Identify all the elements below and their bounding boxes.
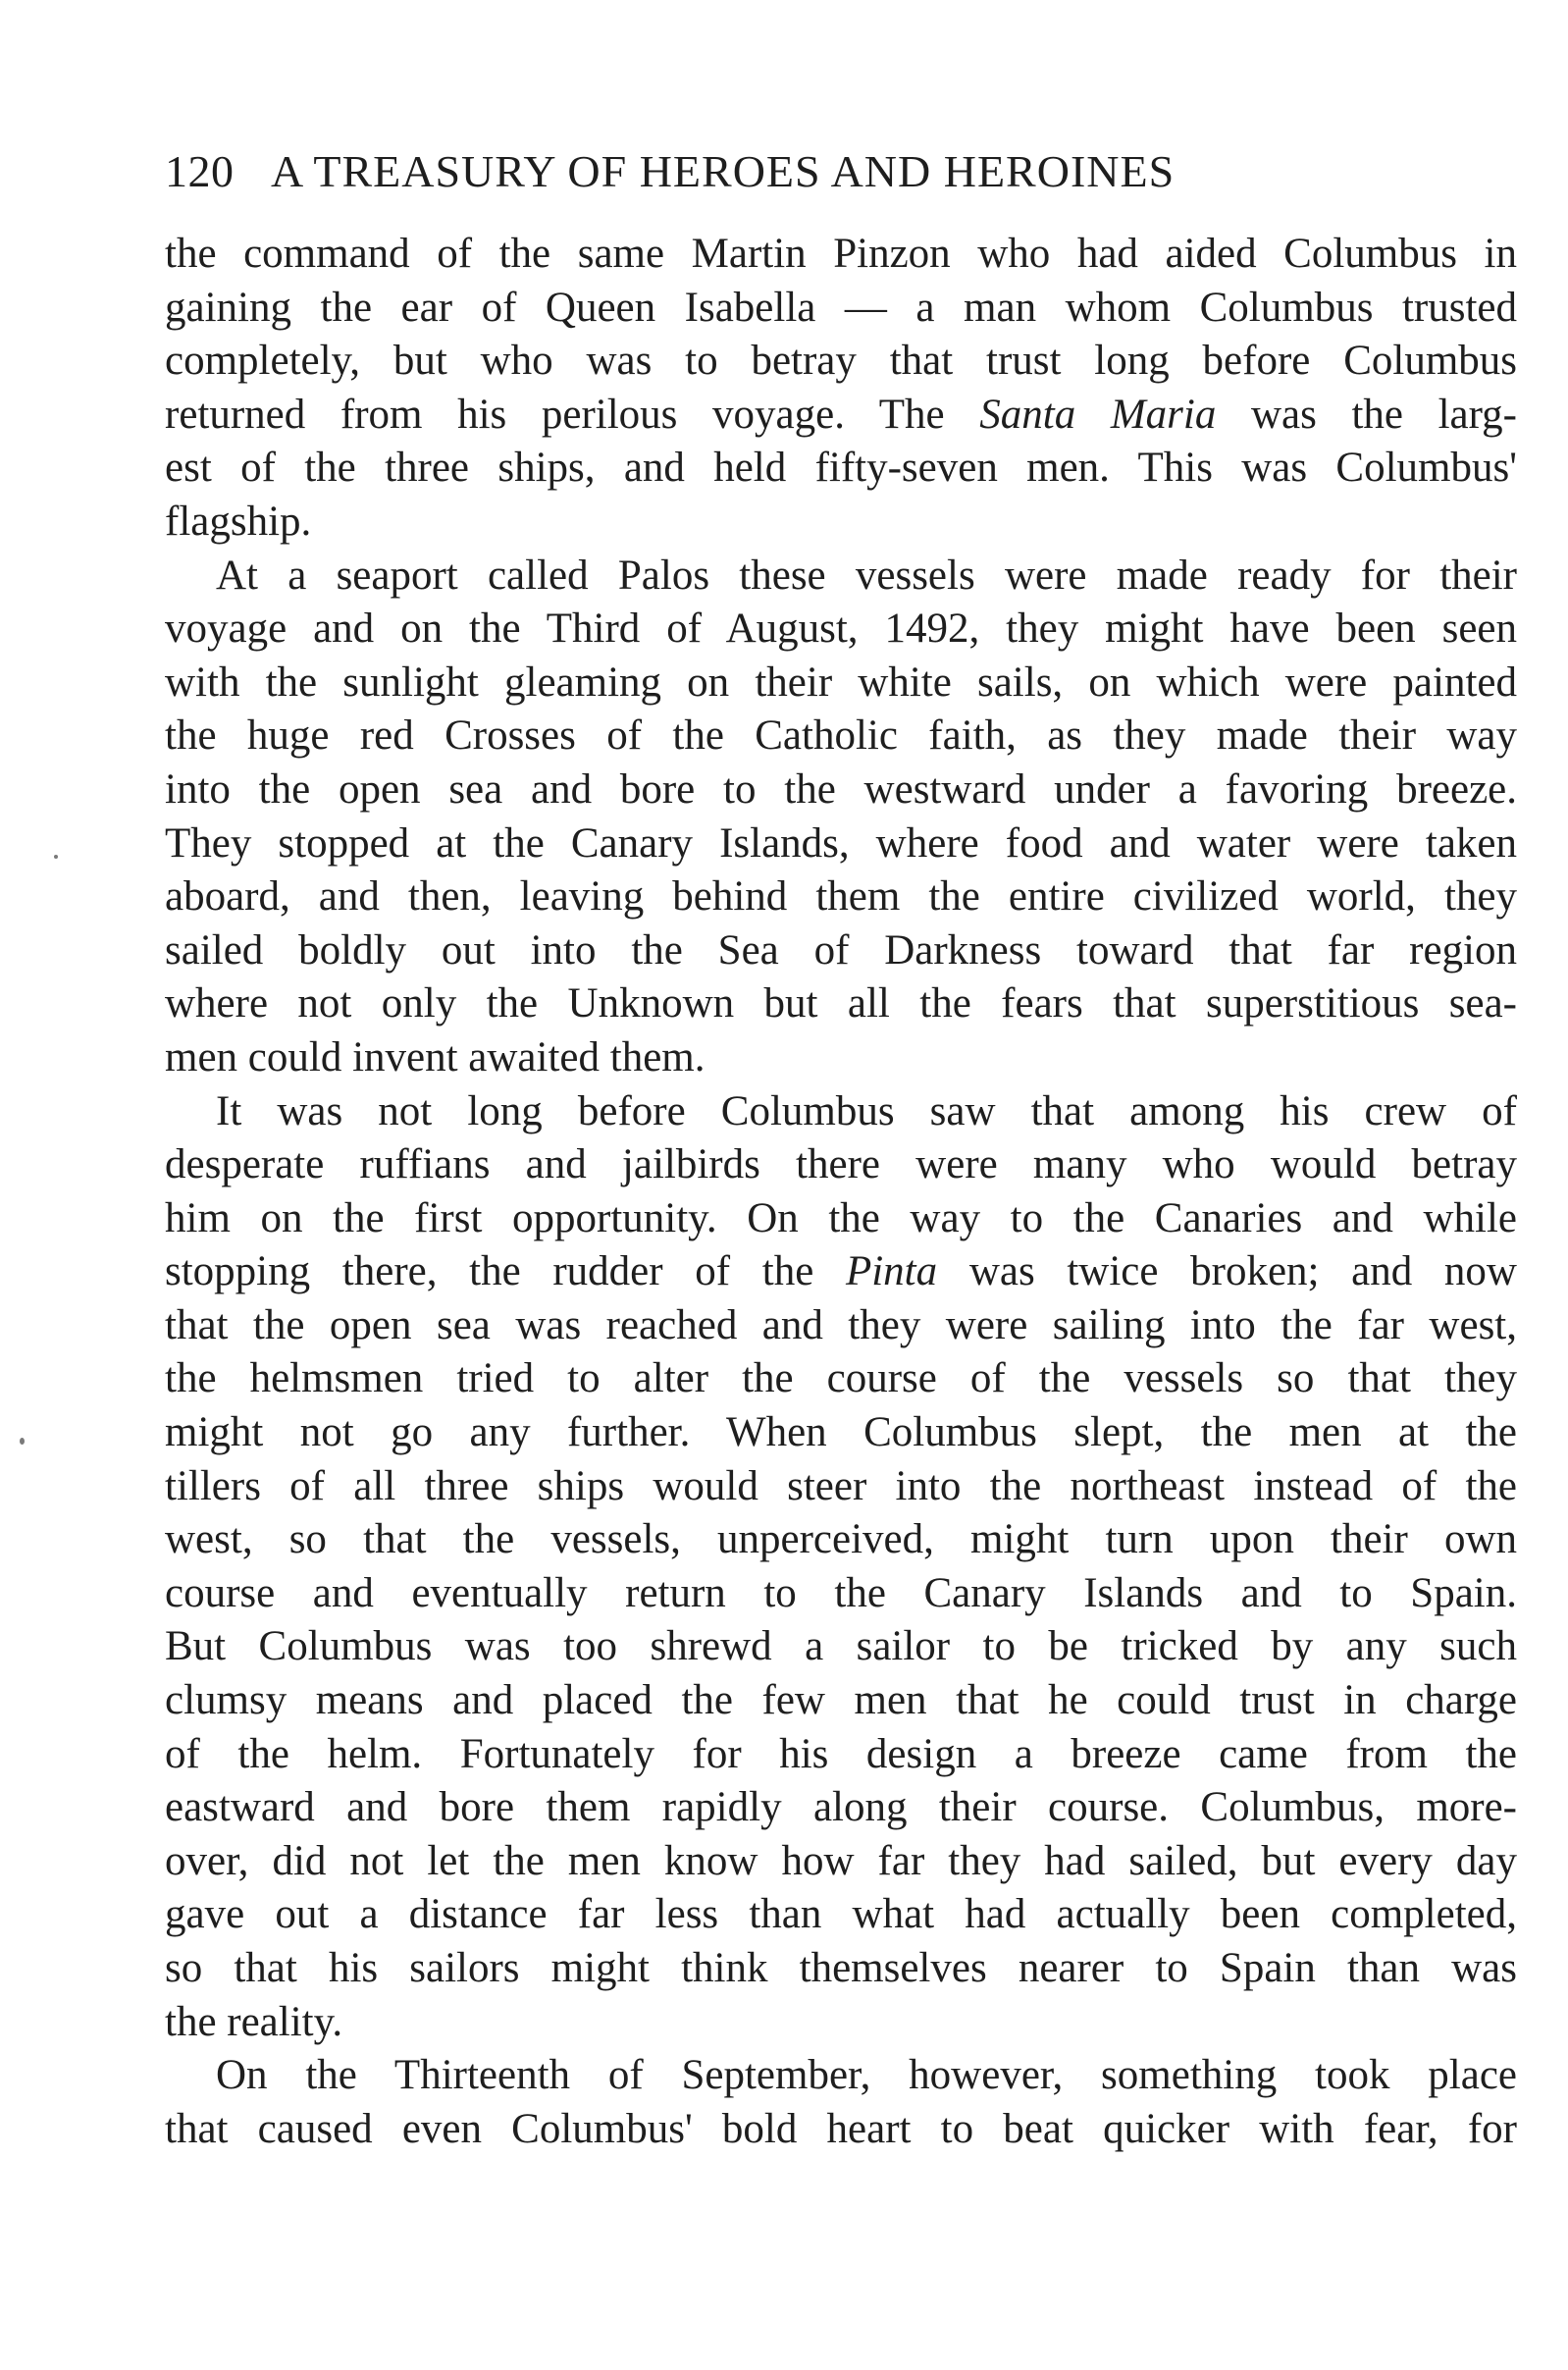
margin-speck <box>20 1438 25 1445</box>
text-line: where not only the Unknown but all the fears that superstitious sea- <box>165 980 1517 1027</box>
text-line: the reality. <box>165 1998 343 2045</box>
text-line: completely, but who was to betray that trust long before Columbus <box>165 338 1517 385</box>
text-run: was the larg- <box>1216 391 1517 438</box>
ship-name: Santa Maria <box>979 391 1217 438</box>
text-run: was twice broken; and now <box>937 1248 1517 1295</box>
text-line: eastward and bore them rapidly along their course. Columbus, more- <box>165 1784 1517 1831</box>
running-title: A TREASURY OF HEROES AND HEROINES <box>271 146 1176 196</box>
text-line: might not go any further. When Columbus slept, the men at the <box>165 1409 1517 1456</box>
text-line: the huge red Crosses of the Catholic faith, as they made their way <box>165 712 1517 760</box>
running-head <box>165 137 1382 206</box>
text-line <box>165 389 1517 443</box>
text-run: returned from his perilous voyage. The <box>165 391 980 438</box>
paragraph <box>165 228 1517 550</box>
paragraph <box>165 550 1517 1085</box>
body-text <box>165 228 1517 2156</box>
text-line: west, so that the vessels, unperceived, might turn upon their own <box>165 1516 1517 1563</box>
text-line: course and eventually return to the Canary Islands and to Spain. <box>165 1569 1517 1616</box>
text-line: gave out a distance far less than what had actually been completed, <box>165 1891 1517 1938</box>
text-line: gaining the ear of Queen Isabella — a man whom Columbus trusted <box>165 284 1517 331</box>
text-line: aboard, and then, leaving behind them the entire civilized world, they <box>165 873 1517 921</box>
paragraph <box>165 1085 1517 2050</box>
text-line: of the helm. Fortunately for his design a breeze came from the <box>165 1730 1517 1777</box>
text-line: over, did not let the men know how far they had sailed, but every day <box>165 1837 1517 1884</box>
text-line: desperate ruffians and jailbirds there were many who would betray <box>165 1141 1517 1188</box>
text-line: flagship. <box>165 498 312 545</box>
text-line: On the Thirteenth of September, however, something took place <box>216 2052 1517 2099</box>
page-number: 120 <box>165 146 235 196</box>
text-line: But Columbus was too shrewd a sailor to be tricked by any such <box>165 1623 1517 1670</box>
text-line: sailed boldly out into the Sea of Darkness toward that far region <box>165 926 1517 974</box>
text-line: that the open sea was reached and they were sailing into the far west, <box>165 1301 1517 1348</box>
ship-name: Pinta <box>845 1248 938 1295</box>
text-line: so that his sailors might think themselves nearer to Spain than was <box>165 1945 1517 1991</box>
text-line: clumsy means and placed the few men that he could trust in charge <box>165 1677 1517 1724</box>
text-line: It was not long before Columbus saw that among his crew of <box>216 1087 1517 1134</box>
text-line: the helmsmen tried to alter the course of the vessels so that they <box>165 1355 1517 1402</box>
text-line: They stopped at the Canary Islands, where food and water were taken <box>165 819 1517 867</box>
text-line: men could invent awaited them. <box>165 1033 706 1080</box>
text-line <box>165 1245 1517 1299</box>
text-line: that caused even Columbus' bold heart to beat quicker with fear, for <box>165 2105 1517 2152</box>
margin-speck <box>54 855 58 859</box>
paragraph <box>165 2049 1517 2156</box>
text-line: At a seaport called Palos these vessels were made ready for their <box>216 552 1517 599</box>
text-line: with the sunlight gleaming on their white sails, on which were painted <box>165 658 1517 706</box>
text-line: him on the first opportunity. On the way to the Canaries and while <box>165 1194 1517 1241</box>
text-line: voyage and on the Third of August, 1492, they might have been seen <box>165 606 1517 653</box>
text-line: the command of the same Martin Pinzon who had aided Columbus in <box>165 231 1517 277</box>
text-line: tillers of all three ships would steer into the northeast instead of the <box>165 1462 1517 1509</box>
text-line: into the open sea and bore to the westward under a favoring breeze. <box>165 765 1517 813</box>
text-run: stopping there, the rudder of the <box>165 1248 846 1295</box>
text-line: est of the three ships, and held fifty-seven men. This was Columbus' <box>165 445 1517 492</box>
